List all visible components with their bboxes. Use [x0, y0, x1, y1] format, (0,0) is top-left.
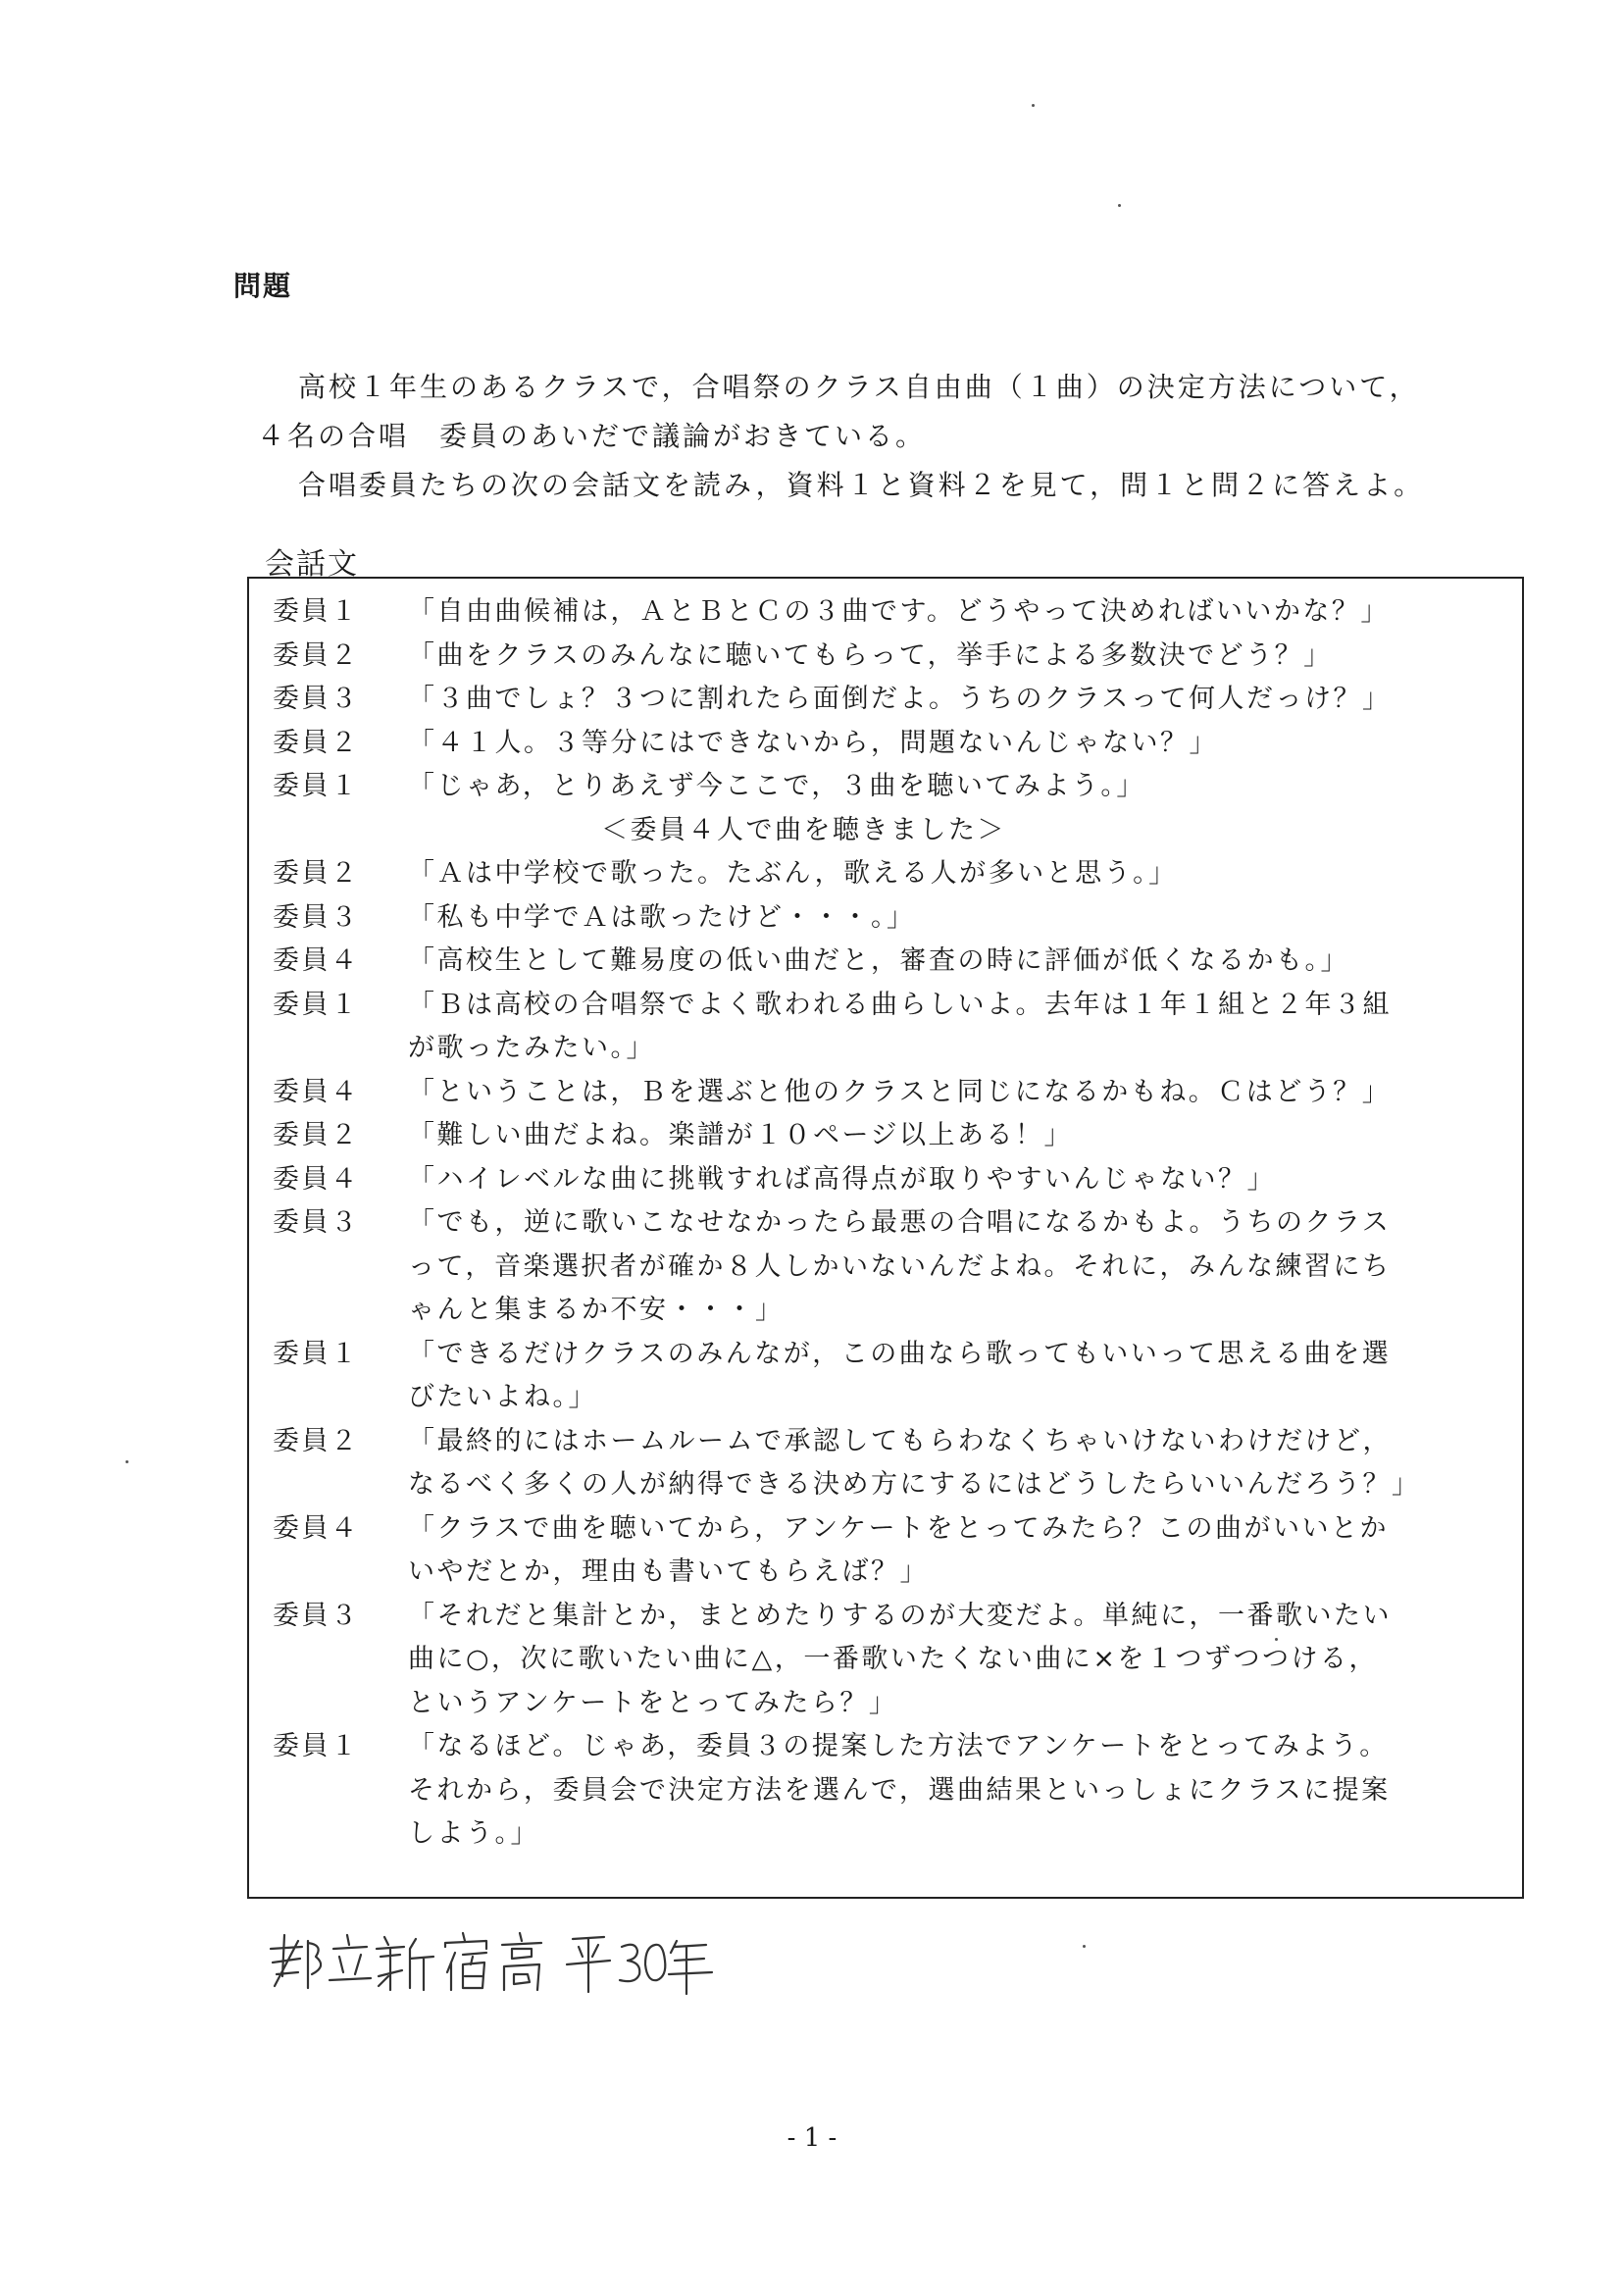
speaker-label: 委員４ [273, 1163, 360, 1195]
dialogue-text [408, 1158, 1508, 1202]
dialogue-line [273, 1201, 1508, 1333]
dialogue-line [273, 635, 1508, 679]
dialogue-line [273, 1333, 1508, 1420]
dialogue-text-line: 「クラスで曲を聴いてから，アンケートをとってみたら？この曲がいいとか [408, 1512, 1390, 1544]
dialogue-text [408, 984, 1508, 1071]
dialogue-text-line: 「曲をクラスのみんなに聴いてもらって，挙手による多数決でどう？」 [408, 639, 1333, 671]
speaker-label: 委員３ [273, 901, 360, 933]
dialogue-text [408, 1595, 1508, 1726]
dialogue-text-line: 曲に○，次に歌いたい曲に△，一番歌いたくない曲に×を１つずつつける， [408, 1644, 1378, 1674]
speaker-label: 委員１ [273, 1731, 360, 1761]
dialogue-text [408, 1114, 1508, 1158]
dialogue-line [273, 940, 1508, 984]
dialogue-line [273, 722, 1508, 766]
dialogue-text [408, 1201, 1508, 1333]
dialogue-text [408, 852, 1508, 896]
dialogue-text-line: ゃんと集まるか不安・・・」 [408, 1295, 785, 1325]
speaker-label: 委員１ [273, 989, 360, 1020]
dialogue-text [408, 765, 1508, 809]
dialogue-text-line: それから，委員会で決定方法を選んで，選曲結果といっしょにクラスに提案 [408, 1774, 1391, 1806]
handwritten-note [263, 1927, 714, 2006]
speaker-label: 委員４ [273, 1512, 360, 1544]
dialogue-text-line: 「３曲でしょ？３つに割れたら面倒だよ。うちのクラスって何人だっけ？」 [408, 684, 1392, 714]
dialogue-text [408, 896, 1508, 941]
dialogue-line [273, 678, 1508, 722]
scan-speck [1032, 104, 1035, 107]
speaker-label: 委員１ [273, 1338, 360, 1369]
dialogue-text-line: 「私も中学でＡは歌ったけど・・・。」 [408, 901, 916, 933]
dialogue-text-line: 「自由曲候補は，ＡとＢとＣの３曲です。どうやって決めればいいかな？」 [408, 596, 1390, 627]
dialogue-text-line: 「ということは，Ｂを選ぶと他のクラスと同じになるかもね。Ｃはどう？」 [408, 1076, 1392, 1107]
dialogue-line [273, 1071, 1508, 1115]
problem-intro [257, 363, 1522, 510]
dialogue-text-line: 「じゃあ，とりあえず今ここで，３曲を聴いてみよう。」 [408, 771, 1145, 801]
speaker-label: 委員４ [273, 1076, 360, 1107]
dialogue-text-line: しよう。」 [408, 1818, 539, 1849]
dialogue-line [273, 590, 1508, 635]
dialogue-line [273, 1595, 1508, 1726]
scan-speck [1083, 1945, 1086, 1948]
dialogue-text-line: 「難しい曲だよね。楽譜が１０ページ以上ある！」 [408, 1120, 1073, 1150]
conversation-rows [273, 590, 1508, 1857]
scan-speck [126, 1460, 128, 1463]
dialogue-text-line: 「４１人。３等分にはできないから，問題ないんじゃない？」 [408, 727, 1218, 758]
dialogue-line [273, 1158, 1508, 1202]
dialogue-text-line: 「でも，逆に歌いこなせなかったら最悪の合唱になるかもよ。うちのクラス [408, 1207, 1392, 1238]
dialogue-text [408, 590, 1508, 635]
dialogue-text-line: が歌ったみたい。」 [408, 1033, 655, 1063]
speaker-label: 委員２ [273, 639, 360, 671]
intro-paragraph-1-line-1: 高校１年生のあるクラスで，合唱祭のクラス自由曲（１曲）の決定方法について， [298, 371, 1420, 403]
speaker-label: 委員２ [273, 1425, 360, 1456]
dialogue-text [408, 1507, 1508, 1595]
dialogue-text-line: って，音楽選択者が確か８人しかいないんだよね。それに，みんな練習にち [408, 1250, 1392, 1282]
intro-paragraph-1-line-2: ４名の合唱 委員のあいだで議論がおきている。 [257, 420, 927, 452]
dialogue-text [408, 1071, 1508, 1115]
dialogue-line [273, 1725, 1508, 1857]
dialogue-text-line: 「Ｂは高校の合唱祭でよく歌われる曲らしいよ。去年は１年１組と２年３組 [408, 989, 1392, 1020]
dialogue-text [408, 722, 1508, 766]
speaker-label: 委員４ [273, 945, 360, 976]
dialogue-text-line: 「それだと集計とか，まとめたりするのが大変だよ。単純に，一番歌いたい [408, 1600, 1392, 1631]
dialogue-text-line: というアンケートをとってみたら？」 [408, 1687, 898, 1718]
speaker-label: 委員１ [273, 596, 360, 627]
speaker-label: 委員２ [273, 1120, 360, 1150]
speaker-label: 委員２ [273, 727, 360, 758]
dialogue-text-line: 「できるだけクラスのみんなが，この曲なら歌ってもいいって思える曲を選 [408, 1338, 1392, 1369]
dialogue-text [408, 678, 1508, 722]
dialogue-text-line: 「高校生として難易度の低い曲だと，審査の時に評価が低くなるかも。」 [408, 945, 1349, 976]
dialogue-text-line: びたいよね。」 [408, 1382, 597, 1412]
dialogue-text [408, 940, 1508, 984]
problem-heading: 問題 [233, 270, 293, 302]
dialogue-line [273, 984, 1508, 1071]
dialogue-text [408, 635, 1508, 679]
speaker-label: 委員３ [273, 684, 360, 714]
conversation-box [247, 577, 1524, 1899]
dialogue-text-line: 「なるほど。じゃあ，委員３の提案した方法でアンケートをとってみよう。 [408, 1731, 1389, 1761]
dialogue-line [273, 852, 1508, 896]
dialogue-line [273, 1114, 1508, 1158]
speaker-label: 委員３ [273, 1600, 360, 1631]
dialogue-text [408, 1725, 1508, 1857]
speaker-label: 委員１ [273, 771, 360, 801]
scan-speck [1118, 204, 1121, 207]
dialogue-text-line: なるべく多くの人が納得できる決め方にするにはどうしたらいいんだろう？」 [408, 1469, 1421, 1500]
dialogue-text-line: 「Ａは中学校で歌った。たぶん，歌える人が多いと思う。」 [408, 858, 1178, 889]
dialogue-line [273, 765, 1508, 809]
dialogue-text [408, 1420, 1508, 1507]
dialogue-line [273, 896, 1508, 941]
dialogue-line [273, 1507, 1508, 1595]
page-number: - 1 - [787, 2123, 837, 2153]
speaker-label: 委員３ [273, 1207, 360, 1238]
intro-paragraph-2: 合唱委員たちの次の会話文を読み，資料１と資料２を見て，問１と問２に答えよ。 [298, 469, 1425, 501]
dialogue-text [408, 1333, 1508, 1420]
dialogue-line [273, 1420, 1508, 1507]
dialogue-text-line: 「ハイレベルな曲に挑戦すれば高得点が取りやすいんじゃない？」 [408, 1163, 1276, 1195]
dialogue-text-line: 「最終的にはホームルームで承認してもらわなくちゃいけないわけだけど， [408, 1425, 1392, 1456]
stage-note: ＜委員４人で曲を聴きました＞ [601, 814, 1006, 845]
conversation-title: 会話文 [265, 547, 359, 582]
speaker-label: 委員２ [273, 858, 360, 889]
dialogue-text-line: いやだとか，理由も書いてもらえば？」 [408, 1556, 929, 1587]
